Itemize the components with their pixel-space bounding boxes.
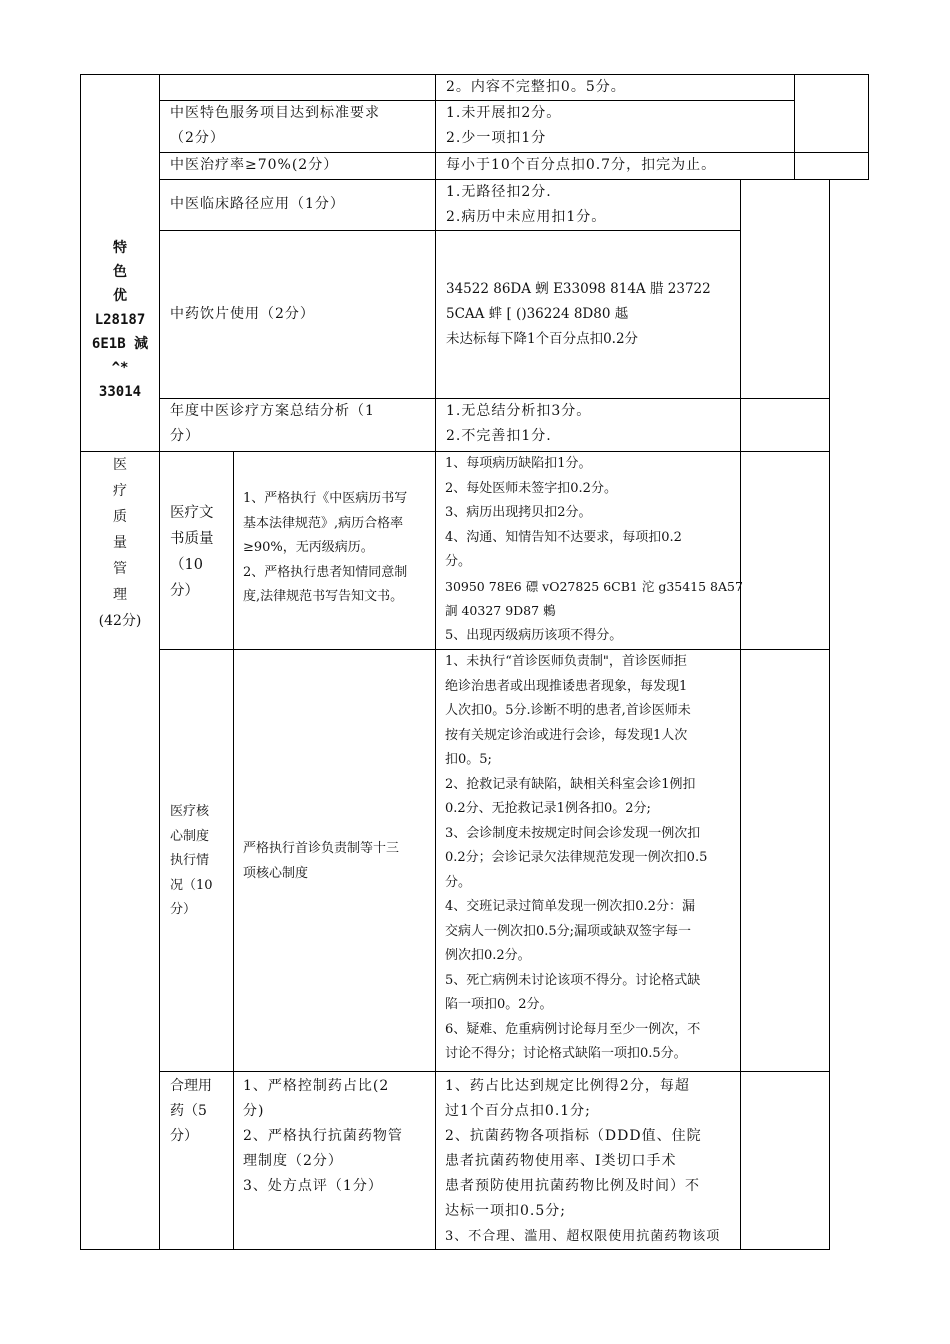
standard-line: 基本法律规范》,病历合格率 <box>243 515 404 531</box>
item-line: 中医治疗率≥70%(2分） <box>170 157 339 173</box>
standard-line: 2、严格执行抗菌药物管 <box>243 1128 403 1144</box>
rule <box>159 74 160 1250</box>
standard-line: 3、处方点评（1分） <box>243 1178 383 1194</box>
section2-label-line: 管 <box>113 561 127 577</box>
standard-line: 1、严格控制药占比(2 <box>243 1078 390 1094</box>
deduction-line: 2.病历中未应用扣1分。 <box>446 209 607 225</box>
item-line: 执行情 <box>170 853 210 868</box>
standard-line: 1、严格执行《中医病历书写 <box>243 491 408 506</box>
deduction-line: 6、疑难、危重病例讨论每月至少一例次，不 <box>445 1021 701 1037</box>
deduction-line: 过1个百分点扣0.1分; <box>445 1103 591 1119</box>
rule <box>740 179 741 1250</box>
deduction-line: 分。 <box>445 554 472 569</box>
row-standard <box>243 1074 403 1199</box>
section1-label-line: 色 <box>113 264 127 280</box>
row-deduction <box>446 399 591 449</box>
section2-label-line: (42分) <box>98 613 142 629</box>
deduction-line: 未达标每下降1个百分点扣0.2分 <box>446 331 639 347</box>
row-item <box>170 800 213 923</box>
section1-label-line: L28187 <box>94 312 146 328</box>
deduction-line: 5、死亡病例未讨论该项不得分。讨论格式缺 <box>445 972 701 988</box>
row-deduction <box>446 153 716 178</box>
rule <box>159 1071 829 1072</box>
section2-label-line: 理 <box>113 587 127 603</box>
deduction-line: 2、抢救记录有缺陷，缺相关科室会诊1例扣 <box>445 776 696 792</box>
deduction-line: 5CAA 蝆 [ ()36224 8D80 趆 <box>446 306 629 322</box>
section1-label <box>82 236 158 404</box>
deduction-line: 30950 78E6 磦 vO27825 6CB1 沱 g35415 8A57 <box>445 578 743 594</box>
section1-label-line: 33014 <box>98 384 142 400</box>
deduction-line: 绝诊治患者或出现推诿患者现象，每发现1 <box>445 678 688 694</box>
item-line: 中药饮片使用（2分） <box>170 306 315 322</box>
deduction-line: 患者抗菌药物使用率、Ⅰ类切口手术 <box>445 1153 677 1169</box>
standard-line: 严格执行首诊负责制等十三 <box>243 841 400 856</box>
section2-label-line: 医 <box>113 457 127 473</box>
deduction-line: 人次扣0。5分.诊断不明的患者,首诊医师未 <box>445 703 691 718</box>
deduction-line: 34522 86DA 蛚 E33098 814A 腊 23722 <box>446 281 711 297</box>
standard-line: 理制度（2分） <box>243 1153 343 1169</box>
row-standard <box>243 837 399 886</box>
deduction-line: 1、未执行“首诊医师负责制"，首诊医师拒 <box>445 654 687 669</box>
deduction-line: 1、每项病历缺陷扣1分。 <box>445 456 592 471</box>
deduction-line: 例次扣0.2分。 <box>445 948 531 963</box>
row-item <box>170 302 315 327</box>
deduction-line: 詗 40327 9D87 鶇 <box>445 603 556 618</box>
deduction-line: 3、会诊制度未按规定时间会诊发现一例次扣 <box>445 825 701 841</box>
row-standard <box>243 487 407 610</box>
item-line: 书质量 <box>170 531 214 547</box>
row-item <box>170 500 214 604</box>
standard-line: ≥90%，无丙级病历。 <box>243 540 374 555</box>
item-line: 医疗核 <box>170 804 210 819</box>
rule <box>233 451 234 1250</box>
standard-line: 分) <box>243 1103 265 1119</box>
item-line: 分） <box>170 428 200 444</box>
rule <box>159 230 740 231</box>
deduction-line: 3、不合理、滥用、超权限使用抗菌药物该项 <box>445 1229 721 1244</box>
deduction-line: 分。 <box>445 874 472 890</box>
item-line: 分） <box>170 1128 198 1144</box>
deduction-line: 2.不完善扣1分. <box>446 428 552 444</box>
item-line: （2分） <box>170 130 225 146</box>
item-line: 分） <box>170 902 197 917</box>
deduction-line: 扣0。5; <box>445 752 492 767</box>
row-deduction <box>445 1074 720 1249</box>
item-line: （10 <box>170 557 203 573</box>
section1-label-line: 优 <box>113 288 127 304</box>
section2-label <box>82 452 158 634</box>
deduction-line: 1.未开展扣2分。 <box>446 105 562 121</box>
deduction-line: 每小于10个百分点扣0.7分，扣完为止。 <box>446 157 717 173</box>
row-item <box>170 153 338 178</box>
deduction-line: 患者预防使用抗菌药物比例及时间）不 <box>445 1178 700 1194</box>
row-item <box>170 192 345 217</box>
item-line: 心制度 <box>170 828 210 844</box>
deduction-line: 4、沟通、知情告知不达要求，每项扣0.2 <box>445 529 682 545</box>
deduction-line: 2.少一项扣1分 <box>446 130 547 146</box>
item-line: 中医特色服务项目达到标准要求 <box>170 105 380 121</box>
deduction-line: 4、交班记录过简单发现一例次扣0.2分：漏 <box>445 899 695 914</box>
item-line: 年度中医诊疗方案总结分析（1 <box>170 403 375 419</box>
standard-line: 2、严格执行患者知情同意制 <box>243 564 408 580</box>
rule <box>794 74 795 179</box>
deduction-line: 2。内容不完整扣0。5分。 <box>446 79 626 95</box>
item-line: 合理用 <box>170 1078 212 1094</box>
row-deduction <box>445 452 743 648</box>
deduction-line: 2、每处医师未签字扣0.2分。 <box>445 480 617 496</box>
deduction-line: 交病人一例次扣0.5分;漏项或缺双签字每一 <box>445 923 692 939</box>
item-line: 分） <box>170 583 199 599</box>
deduction-line: 按有关规定诊治或进行会诊，每发现1人次 <box>445 727 688 743</box>
row-deduction <box>445 650 707 1067</box>
deduction-line: 讨论不得分；讨论格式缺陷一项扣0.5分。 <box>445 1046 687 1061</box>
deduction-line: 0.2分、无抢救记录1例各扣0。2分; <box>445 801 651 816</box>
item-line: 况（10 <box>170 877 213 893</box>
deduction-line: 1、药占比达到规定比例得2分，每超 <box>445 1078 690 1094</box>
standard-line: 项核心制度 <box>243 865 309 881</box>
deduction-line: 陷一项扣0。2分。 <box>445 997 553 1012</box>
row-item <box>170 399 375 449</box>
rule <box>829 179 830 1250</box>
item-line: 药（5 <box>170 1103 207 1119</box>
rule <box>80 1249 829 1250</box>
standard-line: 度,法律规范书写告知文书。 <box>243 589 404 604</box>
section2-label-line: 疗 <box>113 483 127 499</box>
item-line: 中医临床路径应用（1分） <box>170 196 345 212</box>
deduction-line: 3、病历出现拷贝扣2分。 <box>445 505 592 520</box>
row-deduction <box>446 180 606 230</box>
section1-label-line: 6E1B 減 <box>91 336 149 352</box>
section2-label-line: 质 <box>113 509 127 525</box>
row-deduction <box>446 75 626 100</box>
deduction-line: 达标一项扣0.5分; <box>445 1203 566 1219</box>
rule <box>435 74 436 1250</box>
deduction-line: 2、抗菌药物各项指标（DDD值、住院 <box>445 1128 702 1144</box>
deduction-line: 1.无总结分析扣3分。 <box>446 403 592 419</box>
item-line: 医疗文 <box>170 505 214 521</box>
row-deduction <box>446 101 561 151</box>
deduction-line: 5、出现丙级病历该项不得分。 <box>445 627 623 643</box>
section1-label-line: ^* <box>111 360 129 376</box>
row-item <box>170 101 380 151</box>
section2-label-line: 量 <box>113 535 127 551</box>
rule <box>868 74 869 179</box>
row-item <box>170 1074 212 1149</box>
deduction-line: 0.2分；会诊记录欠法律规范发现一例次扣0.5 <box>445 850 708 865</box>
rule <box>80 74 81 1250</box>
section1-label-line: 特 <box>113 240 127 256</box>
deduction-line: 1.无路径扣2分. <box>446 184 552 200</box>
row-deduction <box>446 277 711 352</box>
